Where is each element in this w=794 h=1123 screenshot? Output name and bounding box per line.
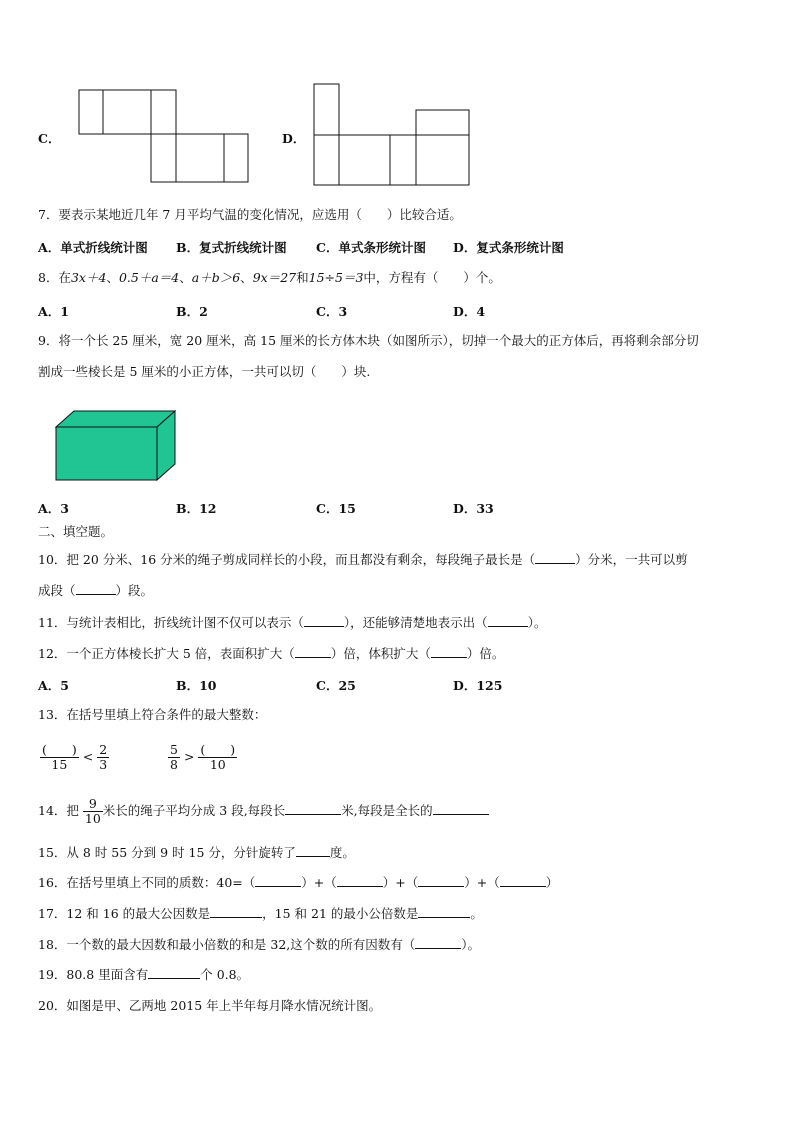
q7-option-a: A．单式折线统计图: [38, 240, 148, 255]
option-d-label: D．: [282, 131, 306, 146]
section-2-title: 二、填空题。: [38, 524, 114, 539]
question-9-line-2: 割成一些棱长是 5 厘米的小正方体，一共可以切（ ）块.: [38, 364, 371, 379]
q13-fraction-2: [97, 743, 109, 772]
q13-greater-than: >: [183, 749, 195, 764]
q12-option-a: A．5: [38, 678, 69, 693]
option-c-label: C．: [38, 131, 61, 146]
q19-text-a: 19．80.8 里面含有: [38, 967, 149, 982]
question-14: [38, 797, 489, 826]
q18-blank[interactable]: [415, 936, 461, 949]
q12-text-c: ）倍。: [466, 646, 505, 661]
q17-blank-1[interactable]: [210, 905, 262, 918]
q8-expr-4: 9x＝27: [252, 270, 297, 285]
q13-f2-den: 3: [99, 757, 108, 772]
q8-expr-5: 15÷5＝3: [308, 270, 364, 285]
q10-blank-2[interactable]: [76, 582, 116, 595]
q12-blank-1[interactable]: [295, 645, 331, 658]
question-10-line-1: [38, 551, 688, 568]
q11-text-b: ），还能够清楚地表示出（: [343, 615, 488, 630]
q12-blank-2[interactable]: [431, 645, 467, 658]
q8-sep-1: 、: [106, 270, 119, 285]
q7-option-d: D．复式条形统计图: [453, 240, 564, 255]
q14-frac-den: 10: [84, 811, 101, 826]
cuboid-figure: [0, 400, 200, 490]
q17-blank-2[interactable]: [418, 905, 470, 918]
q10-text-b: ）分米，一共可以剪: [575, 552, 688, 567]
q10-blank-1[interactable]: [535, 551, 575, 564]
q8-and: 和: [296, 270, 309, 285]
q11-blank-2[interactable]: [488, 614, 528, 627]
q10-text-a: 10．把 20 分米、16 分米的绳子剪成同样长的小段，而且都没有剩余，每段绳子最长是（: [38, 552, 536, 567]
q13-fraction-4: [198, 743, 237, 772]
question-10-line-2: [38, 582, 153, 599]
q14-text-c: 米,每段是全长的: [341, 803, 433, 818]
q14-fraction: [83, 797, 103, 826]
q13-f4-num[interactable]: ( ): [200, 742, 236, 757]
q8-option-d: D．4: [453, 304, 486, 319]
q14-blank-2[interactable]: [433, 802, 489, 815]
q13-inequality-2: [168, 743, 237, 772]
q15-text-a: 15．从 8 时 55 分到 9 时 15 分，分针旋转了: [38, 845, 296, 860]
question-8: [38, 270, 501, 286]
question-13: 13．在括号里填上符合条件的最大整数：: [38, 707, 267, 722]
q12-option-b: B．10: [176, 678, 217, 693]
q9-option-a: A．3: [38, 501, 69, 516]
question-18: [38, 936, 480, 953]
q16-text-d: ）+（: [464, 875, 500, 890]
q12-option-d: D．125: [453, 678, 503, 693]
q16-blank-3[interactable]: [418, 874, 464, 887]
cuboid-front-face: [56, 427, 157, 480]
q14-blank-1[interactable]: [285, 802, 341, 815]
q7-option-b: B．复式折线统计图: [176, 240, 287, 255]
q10-text-c: 成段（: [38, 583, 76, 598]
q14-frac-num: 9: [88, 796, 97, 811]
q18-text-a: 18．一个数的最大因数和最小倍数的和是 32,这个数的所有因数有（: [38, 937, 416, 952]
question-16: [38, 874, 558, 891]
q13-less-than: <: [82, 749, 94, 764]
q9-option-b: B．12: [176, 501, 217, 516]
q17-text-a: 17．12 和 16 的最大公因数是: [38, 906, 211, 921]
net-figure-d: [0, 0, 794, 200]
question-17: [38, 905, 483, 922]
question-19: [38, 966, 249, 983]
q17-text-b: ，15 和 21 的最小公倍数是: [262, 906, 419, 921]
q13-fraction-3: [168, 743, 180, 772]
q8-sep-2: 、: [179, 270, 192, 285]
q11-text-c: ）。: [527, 615, 547, 630]
q16-blank-1[interactable]: [255, 874, 301, 887]
q13-f3-den: 8: [170, 757, 178, 772]
q10-text-d: ）段。: [115, 583, 154, 598]
q8-prefix: 8．在: [38, 270, 71, 285]
q8-option-a: A．1: [38, 304, 69, 319]
q8-suffix: 中，方程有（ ）个。: [363, 270, 501, 285]
question-11: [38, 614, 546, 631]
q8-expr-2: 0.5＋a＝4: [118, 270, 180, 285]
q13-f3-num: 5: [170, 742, 178, 757]
q14-text-a: 14．把: [38, 803, 79, 818]
q19-text-b: 个 0.8。: [200, 967, 250, 982]
q11-text-a: 11．与统计表相比，折线统计图不仅可以表示（: [38, 615, 304, 630]
q16-text-a: 16．在括号里填上不同的质数：40=（: [38, 875, 256, 890]
q13-fraction-1: [40, 743, 79, 772]
q16-blank-2[interactable]: [337, 874, 383, 887]
q18-text-b: ）。: [461, 937, 481, 952]
question-20: 20．如图是甲、乙两地 2015 年上半年每月降水情况统计图。: [38, 998, 382, 1013]
q19-blank[interactable]: [148, 966, 200, 979]
question-15: [38, 844, 355, 861]
q13-f4-den: 10: [198, 757, 237, 772]
question-12: [38, 645, 504, 662]
q16-text-b: ）+（: [301, 875, 337, 890]
q13-f1-den: 15: [40, 757, 79, 772]
q9-option-c: C．15: [316, 501, 356, 516]
q16-text-e: ）: [545, 875, 559, 890]
q8-sep-3: 、: [240, 270, 253, 285]
question-9-line-1: 9．将一个长 25 厘米，宽 20 厘米，高 15 厘米的长方体木块（如图所示），切掉一个最大的正方体后，再将剩余部分切: [38, 333, 699, 348]
q15-text-b: 度。: [329, 845, 355, 860]
q13-f1-num[interactable]: ( ): [42, 742, 77, 757]
q14-text-b: 米长的绳子平均分成 3 段,每段长: [102, 803, 286, 818]
cuboid-top-face: [56, 411, 175, 427]
q17-text-c: 。: [470, 906, 483, 921]
question-7: 7．要表示某地近几年 7 月平均气温的变化情况，应选用（ ）比较合适。: [38, 207, 462, 222]
q13-f2-num: 2: [99, 742, 108, 757]
q8-option-c: C．3: [316, 304, 348, 319]
q8-option-b: B．2: [176, 304, 208, 319]
q16-blank-4[interactable]: [500, 874, 546, 887]
q12-text-b: ）倍，体积扩大（: [330, 646, 431, 661]
q8-expr-3: a＋b＞6: [191, 270, 241, 285]
q11-blank-1[interactable]: [304, 614, 344, 627]
q12-option-c: C．25: [316, 678, 356, 693]
q8-expr-1: 3x＋4: [70, 270, 107, 285]
q12-text-a: 12．一个正方体棱长扩大 5 倍，表面积扩大（: [38, 646, 295, 661]
q7-option-c: C．单式条形统计图: [316, 240, 426, 255]
q9-option-d: D．33: [453, 501, 494, 516]
q13-inequality-1: [40, 743, 109, 772]
q16-text-c: ）+（: [382, 875, 419, 890]
q15-blank[interactable]: [296, 844, 330, 857]
